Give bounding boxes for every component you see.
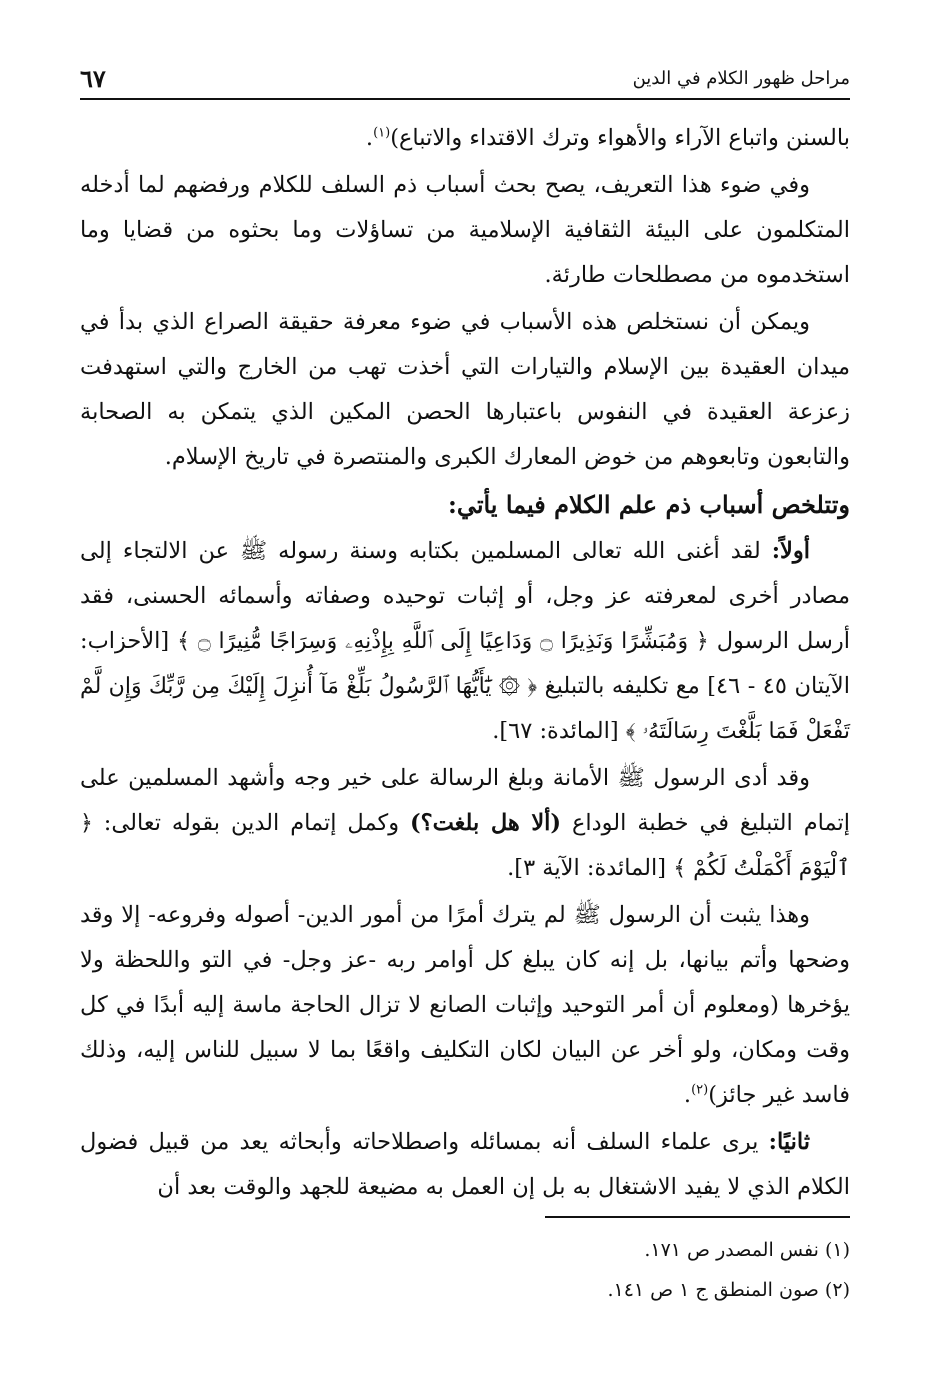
paragraph-4: [80, 529, 850, 754]
farewell-quote: (ألا هل بلغت؟): [409, 810, 562, 836]
paragraph-1-end: .: [365, 125, 374, 151]
paragraph-1: [80, 116, 850, 161]
footnote-2: (٢) صون المنطق ج ١ ص ١٤١.: [607, 1279, 850, 1301]
verse-ref-maidah-3: [المائدة: الآية ٣].: [507, 855, 674, 881]
footnotes: [80, 1230, 850, 1310]
quran-verse-maidah-67: ﴿ ۞ يَٰٓأَيُّهَا ٱلرَّسُولُ بَلِّغْ مَآ أُنزِلَ إِلَيْكَ مِن رَّبِّكَ وَإِن لَّمْ تَفْعَلْ فَمَا بَلَّغْتَ رِسَالَتَهُۥ ﴾: [80, 674, 850, 744]
verse-ref-ahzab: [الأحزاب: الآيتان ٤٥ - ٤٦]: [80, 628, 850, 699]
quran-verse-maidah-3: ﴿ ٱلْيَوْمَ أَكْمَلْتُ لَكُمْ ﴾: [80, 811, 850, 881]
section-heading: وتتلخص أسباب ذم علم الكلام فيما يأتي:: [447, 490, 850, 519]
page-body: [80, 116, 850, 1210]
paragraph-7-lead: ثانيًا:: [768, 1129, 810, 1155]
verse-ref-maidah-67: [المائدة: ٦٧].: [492, 718, 626, 744]
page-header: [80, 58, 850, 100]
page-number: ٦٧: [80, 64, 106, 93]
paragraph-7-text: يرى علماء السلف أنه بمسائله واصطلاحاته وأبحاثه يعد من قبيل فضول الكلام الذي لا يفيد الاشتغال به بل إن العمل به مضيعة للجهد والوقت بعد أن: [80, 1129, 850, 1200]
paragraph-6-end: .: [683, 1082, 692, 1108]
footnote-ref-2[interactable]: (٢): [691, 1082, 709, 1098]
footnote-1: (١) نفس المصدر ص ١٧١.: [644, 1239, 850, 1261]
paragraph-5: [80, 756, 850, 891]
book-page: [80, 58, 850, 1348]
paragraph-6: [80, 893, 850, 1118]
paragraph-7: [80, 1120, 850, 1210]
footnote-divider: [545, 1216, 850, 1218]
footnote-ref-1[interactable]: (١): [373, 125, 391, 141]
paragraph-5-text-b: وكمل إتمام الدين بقوله تعالى:: [92, 810, 410, 836]
paragraph-5-text-a: وقد أدى الرسول ﷺ الأمانة وبلغ الرسالة على خير وجه وأشهد المسلمين على إتمام التبليغ في خطبة الوداع: [80, 765, 850, 836]
quran-verse-ahzab: ﴿ وَمُبَشِّرًا وَنَذِيرًا ۝ وَدَاعِيًا إِلَى ٱللَّهِ بِإِذْنِهِۦ وَسِرَاجًا مُّنِيرًا ۝ ﴾: [177, 629, 709, 654]
paragraph-3: ويمكن أن نستخلص هذه الأسباب في ضوء معرفة حقيقة الصراع الذي بدأ في ميدان العقيدة بين الإسلام والتيارات التي أخذت تهب من الخارج والتي استهدفت زعزعة العقيدة في النفوس باعتبارها الحصن المكين الذي يتمكن به الصحابة والتابعون وتابعوهم من خوض المعارك الكبرى والمنتصرة في تاريخ الإسلام.: [80, 309, 850, 470]
paragraph-1-text: بالسنن واتباع الآراء والأهواء وترك الاقتداء والاتباع): [390, 125, 850, 151]
paragraph-4-lead: أولاً:: [771, 538, 810, 564]
paragraph-4-text-a: لقد أغنى الله تعالى المسلمين بكتابه وسنة رسوله ﷺ عن الالتجاء إلى مصادر أخرى لمعرفته عز وجل، أو إثبات توحيده وصفاته وأسمائه الحسنى، فقد أرسل الرسول: [80, 538, 850, 654]
paragraph-2: وفي ضوء هذا التعريف، يصح بحث أسباب ذم السلف للكلام ورفضهم لما أدخله المتكلمون على البيئة الثقافية الإسلامية من تساؤلات وما بحثوه من قضايا وما استخدموه من مصطلحات طارئة.: [80, 172, 850, 288]
paragraph-4-text-b: مع تكليفه بالتبليغ: [537, 673, 700, 699]
running-title: مراحل ظهور الكلام في الدين: [632, 68, 850, 89]
paragraph-6-text: وهذا يثبت أن الرسول ﷺ لم يترك أمرًا من أمور الدين- أصوله وفروعه- إلا وقد وضحها وأتم بيانها، بل إنه كان يبلغ كل أوامر ربه -عز وجل- في التو واللحظة ولا يؤخرها (ومعلوم أن أمر التوحيد وإثبات الصانع لا تزال الحاجة ماسة إليه أبدًا في كل وقت ومكان، ولو أخر عن البيان لكان التكليف واقعًا بما لا سبيل للناس إليه، وذلك فاسد غير جائز): [80, 902, 850, 1108]
